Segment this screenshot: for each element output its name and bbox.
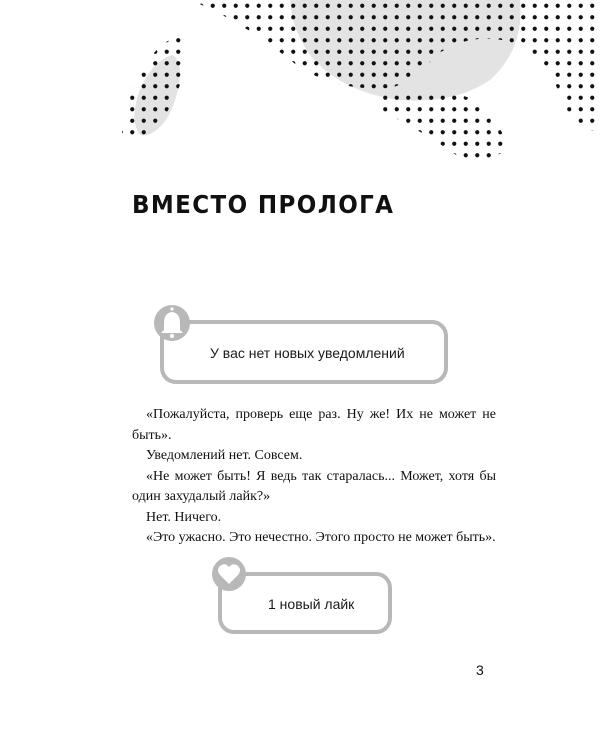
chapter-title: ВМЕСТО ПРОЛОГА [132,190,395,219]
notification-text: У вас нет новых уведомлений [210,345,405,361]
body-text [132,405,496,549]
paragraph: «Это ужасно. Это нечестно. Этого просто не может быть». [146,530,496,545]
dot-pattern-left [120,30,195,140]
dot-pattern-top [190,0,600,140]
paragraph: Нет. Ничего. [146,509,222,525]
paragraph: Уведомлений нет. Совсем. [146,448,303,463]
notification-text-2: 1 новый лайк [268,596,355,612]
paragraph: «Пожалуйста, проверь еще раз. Ну же! Их не может не быть». [132,407,496,443]
paragraph: «Не может быть! Я ведь так старалась... Может, хотя бы один захудалый лайк?» [132,468,496,504]
page-number: 3 [476,662,484,678]
heart-icon [212,557,246,591]
bell-icon [154,305,190,341]
dot-pattern-right [375,84,515,168]
